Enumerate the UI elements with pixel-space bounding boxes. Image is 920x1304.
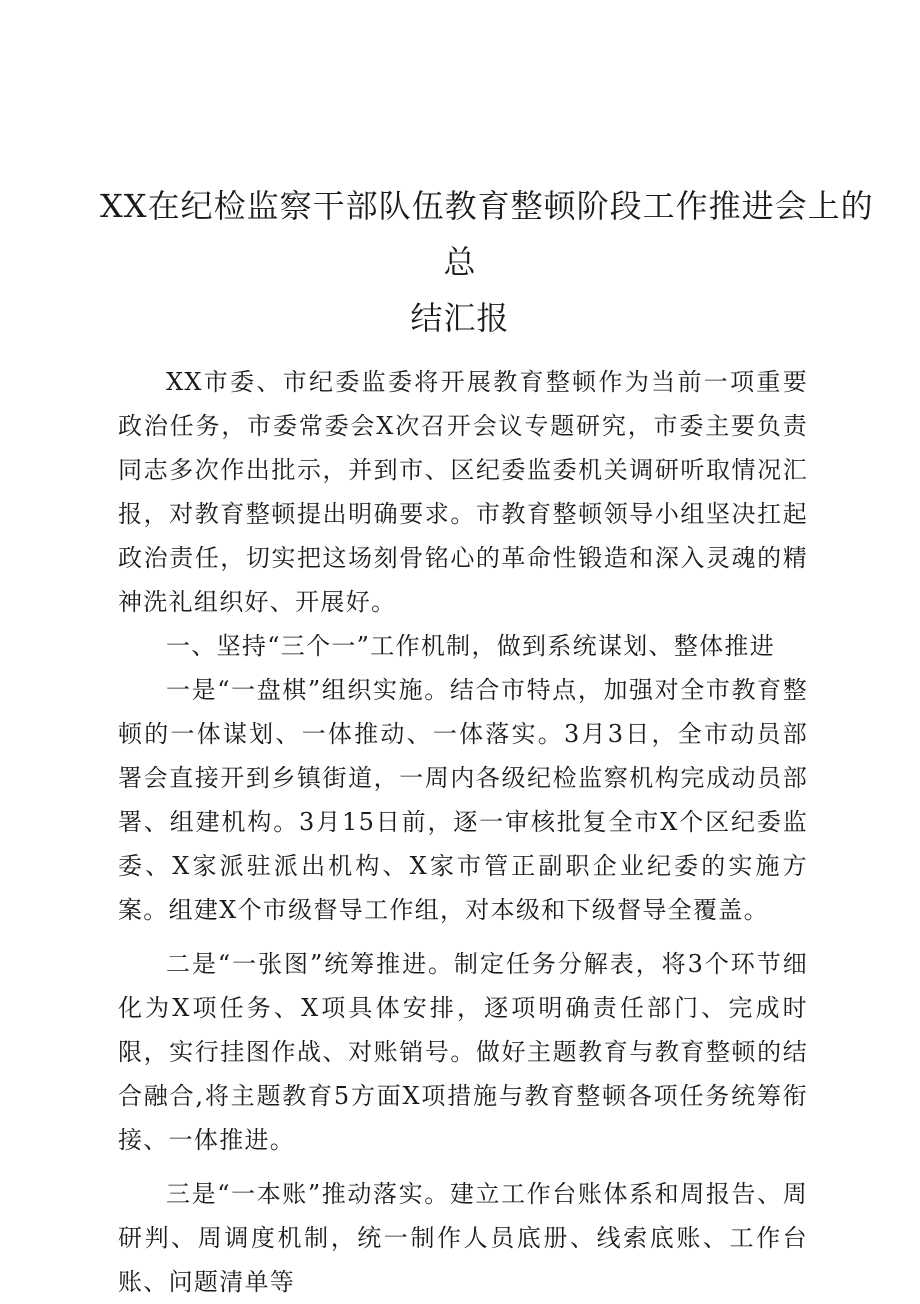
title-line-1: XX在纪检监察干部队伍教育整顿阶段工作推进会上的 (100, 187, 874, 225)
paragraph-one-chessboard: 一是“一盘棋”组织实施。结合市特点，加强对全市教育整顿的一体谋划、一体推动、一体落实。3月3日，全市动员部署会直接开到乡镇街道，一周内各级纪检监察机构完成动员部署、组建机构。3月15日前，逐一审核批复全市X个区纪委监委、X家派驻派出机构、X家市管正副职企业纪委的实施方案。组建X个市级督导工作组，对本级和下级督导全覆盖。 (118, 676, 808, 924)
section-heading-1: 一、坚持“三个一”工作机制，做到系统谋划、整体推进 (166, 632, 776, 660)
paragraph-intro: XX市委、市纪委监委将开展教育整顿作为当前一项重要政治任务，市委常委会X次召开会议专题研究，市委主要负责同志多次作出批示，并到市、区纪委监委机关调研听取情况汇报，对教育整顿提出明确要求。市教育整顿领导小组坚决扛起政治责任，切实把这场刻骨铭心的革命性锻造和深入灵魂的精神洗礼组织好、开展好。 (118, 368, 808, 616)
paragraph-one-map: 二是“一张图”统筹推进。制定任务分解表，将3个环节细化为X项任务、X项具体安排，逐项明确责任部门、完成时限，实行挂图作战、对账销号。做好主题教育与教育整顿的结合融合,将主题教育5方面X项措施与教育整顿各项任务统筹衔接、一体推进。 (118, 950, 808, 1154)
title-line-2: 总 (443, 243, 477, 281)
document-body (118, 360, 808, 1304)
title-line-3: 结汇报 (410, 299, 510, 337)
document-title (100, 178, 874, 346)
paragraph-one-ledger: 三是“一本账”推动落实。建立工作台账体系和周报告、周研判、周调度机制，统一制作人员底册、线索底账、工作台账、问题清单等 (118, 1180, 808, 1296)
